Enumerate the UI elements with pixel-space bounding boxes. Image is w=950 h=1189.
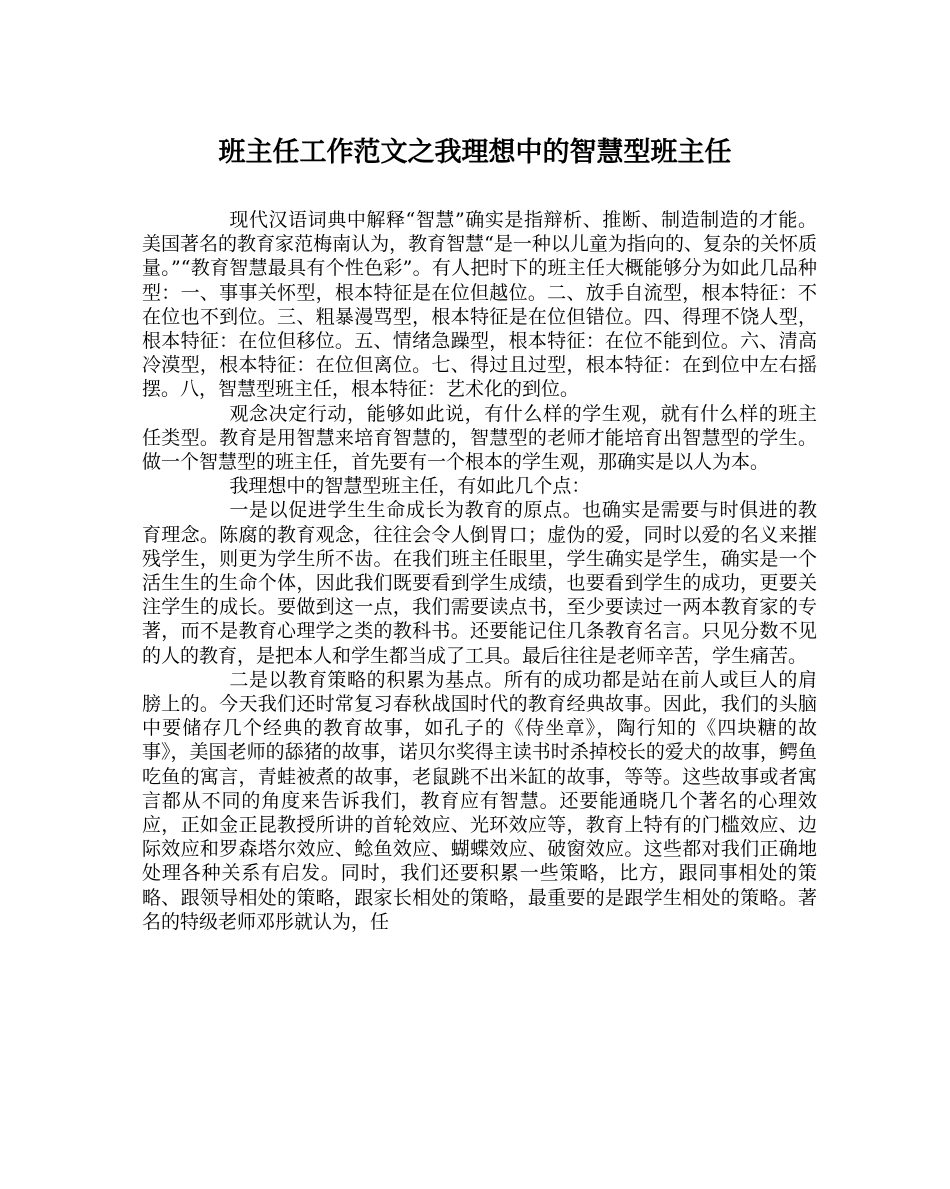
paragraph: 一是以促进学生生命成长为教育的原点。也确实是需要与时俱进的教育理念。陈腐的教育观念，往往会令人倒胃口；虚伪的爱，同时以爱的名义来摧残学生，则更为学生所不齿。在我们班主任眼里，学生确实是学生，确实是一个活生生的生命个体，因此我们既要看到学生成绩，也要看到学生的成功，更要关注学生的成长。要做到这一点，我们需要读点书，至少要读过一两本教育家的专著，而不是教育心理学之类的教科书。还要能记住几条教育名言。只见分数不见的人的教育，是把本人和学生都当成了工具。最后往往是老师辛苦，学生痛苦。 [142,499,817,667]
paragraph: 现代汉语词典中解释“智慧”确实是指辩析、推断、制造制造的才能。美国著名的教育家范梅南认为，教育智慧“是一种以儿童为指向的、复杂的关怀质量。”“教育智慧最具有个性色彩”。有人把时下的班主任大概能够分为如此几品种型：一、事事关怀型，根本特征是在位但越位。二、放手自流型，根本特征：不在位也不到位。三、粗暴漫骂型，根本特征是在位但错位。四、得理不饶人型，根本特征：在位但移位。五、情绪急躁型，根本特征：在位不能到位。六、清高冷漠型，根本特征：在位但离位。七、得过且过型，根本特征：在到位中左右摇摆。八，智慧型班主任，根本特征：艺术化的到位。 [142,209,817,401]
paragraph: 二是以教育策略的积累为基点。所有的成功都是站在前人或巨人的肩膀上的。今天我们还时常复习春秋战国时代的教育经典故事。因此，我们的头脑中要储存几个经典的教育故事，如孔子的《侍坐章》，陶行知的《四块糖的故事》，美国老师的舔猪的故事，诺贝尔奖得主读书时杀掉校长的爱犬的故事，鳄鱼吃鱼的寓言，青蛙被煮的故事，老鼠跳不出米缸的故事，等等。这些故事或者寓言都从不同的角度来告诉我们，教育应有智慧。还要能通晓几个著名的心理效应，正如金正昆教授所讲的首轮效应、光环效应等，教育上特有的门槛效应、边际效应和罗森塔尔效应、鲶鱼效应、蝴蝶效应、破窗效应。这些都对我们正确地处理各种关系有启发。同时，我们还要积累一些策略，比方，跟同事相处的策略、跟领导相处的策略，跟家长相处的策略，最重要的是跟学生相处的策略。著名的特级老师邓彤就认为，任 [142,668,817,933]
document-body [142,208,817,934]
paragraph: 观念决定行动，能够如此说，有什么样的学生观，就有什么样的班主任类型。教育是用智慧来培育智慧的，智慧型的老师才能培育出智慧型的学生。做一个智慧型的班主任，首先要有一个根本的学生观，那确实是以人为本。 [142,402,817,474]
paragraph: 我理想中的智慧型班主任，有如此几个点： [229,475,591,498]
document-title: 班主任工作范文之我理想中的智慧型班主任 [218,137,732,168]
